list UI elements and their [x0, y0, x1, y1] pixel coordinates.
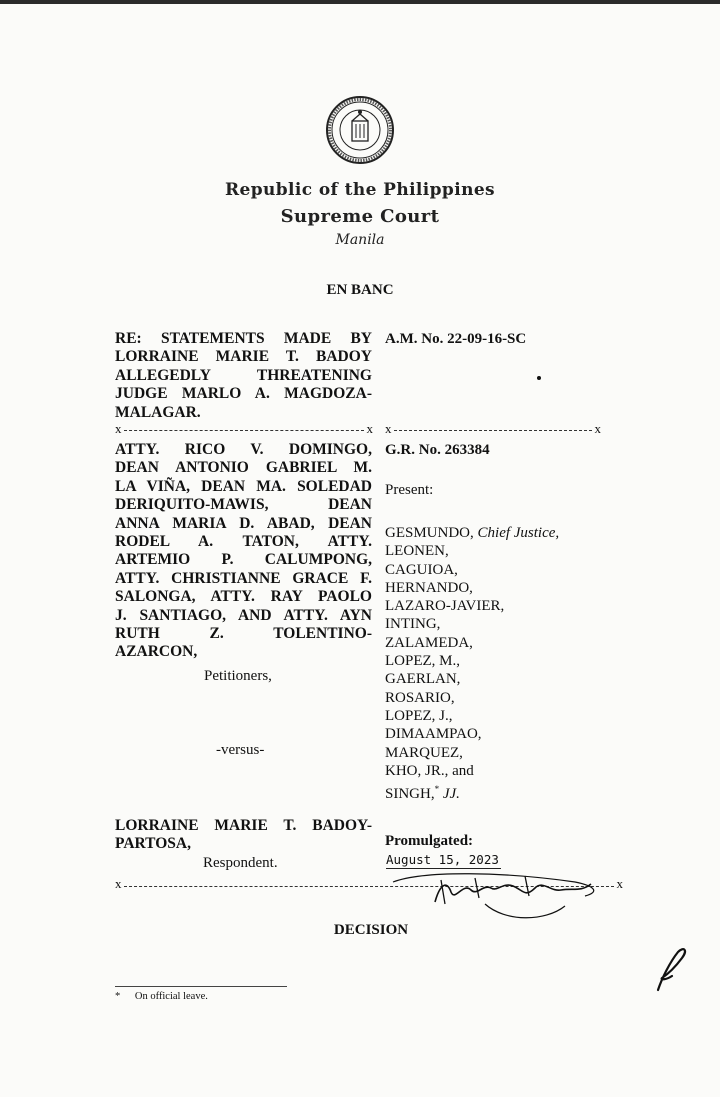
justice-item: [385, 725, 559, 743]
promulgated-label: Promulgated:: [385, 833, 474, 849]
justice-item: [385, 744, 559, 762]
petitioner-line: RUTH Z. TOLENTINO-: [115, 625, 372, 643]
separator-x: x: [385, 421, 392, 436]
petitioner-line: AZARCON,: [115, 643, 198, 661]
justice-name: GAERLAN,: [385, 671, 461, 688]
case2-respondent: [115, 817, 372, 854]
header-manila: Manila: [335, 232, 385, 248]
case1-number: A.M. No. 22-09-16-SC: [385, 331, 527, 347]
petitioner-line: ATTY. RICO V. DOMINGO,: [115, 441, 372, 458]
footnote-divider: [115, 986, 287, 987]
justice-name: CAGUIOA,: [385, 561, 458, 578]
petitioner-line: ANNA MARIA D. ABAD, DEAN: [115, 514, 372, 532]
justice-name: INTING,: [385, 616, 441, 633]
handwritten-initial: [652, 944, 692, 994]
justice-item: [385, 561, 559, 579]
respondent-line: LORRAINE MARIE T. BADOY-: [115, 817, 372, 834]
case2-petitioners: [115, 441, 372, 662]
respondent-line: PARTOSA,: [115, 835, 191, 853]
justice-item: [385, 634, 559, 652]
supreme-court-seal: [325, 95, 395, 165]
case1-line: ALLEGEDLY THREATENING: [115, 366, 372, 384]
justice-name: LAZARO-JAVIER,: [385, 598, 505, 615]
versus-label: -versus-: [216, 742, 265, 758]
present-label: Present:: [385, 482, 434, 498]
petitioner-line: ARTEMIO P. CALUMPONG,: [115, 551, 372, 569]
justice-name: DIMAAMPAO,: [385, 726, 482, 743]
justice-name: LOPEZ, J.,: [385, 707, 453, 724]
petitioner-line: LA VIÑA, DEAN MA. SOLEDAD: [115, 477, 372, 495]
petitioner-line: DERIQUITO-MAWIS, DEAN: [115, 496, 372, 514]
justice-item: [385, 670, 559, 688]
footnote-text: On official leave.: [134, 991, 208, 1002]
justice-name: ROSARIO,: [385, 689, 455, 706]
separator-x: x: [594, 421, 601, 436]
justice-item: [385, 652, 559, 670]
petitioner-line: RODEL A. TATON, ATTY.: [115, 533, 372, 551]
justice-name: HERNANDO,: [385, 579, 473, 596]
justice-name: GESMUNDO,: [385, 525, 474, 541]
separator-x: x: [115, 876, 122, 891]
clerk-signature: [385, 862, 610, 924]
footnote-mark: *: [434, 784, 440, 795]
case2-number: G.R. No. 263384: [385, 442, 490, 458]
justice-name: KHO, JR., and: [385, 762, 474, 779]
stray-dot: [537, 376, 541, 380]
separator-dash: [394, 430, 592, 431]
separator-x: x: [115, 421, 122, 436]
scan-top-border: [0, 0, 720, 4]
justice-name: ZALAMEDA,: [385, 634, 473, 651]
justice-item: [385, 689, 559, 707]
case1-line: RE: STATEMENTS MADE BY: [115, 330, 372, 347]
separator-dash: [124, 430, 364, 431]
respondent-label: Respondent.: [203, 855, 278, 871]
petitioner-line: J. SANTIAGO, AND ATTY. AYN: [115, 606, 372, 624]
justice-title: Chief Justice,: [477, 525, 560, 541]
justice-item: [385, 597, 559, 615]
case1-title: [115, 330, 372, 422]
case1-line: JUDGE MARLO A. MAGDOZA-: [115, 385, 372, 403]
petitioners-label: Petitioners,: [204, 668, 272, 684]
separator-x: x: [366, 421, 373, 436]
justice-item: [385, 579, 559, 597]
petitioner-line: DEAN ANTONIO GABRIEL M.: [115, 459, 372, 477]
header-republic: Republic of the Philippines: [224, 180, 496, 200]
footnote: [115, 991, 208, 1002]
justices-list: [385, 524, 559, 803]
justice-title: JJ.: [442, 786, 460, 803]
footnote-mark: *: [115, 991, 121, 1002]
promulgation-date: August 15, 2023: [386, 852, 499, 867]
justice-item: [385, 762, 559, 780]
separator-x: x: [616, 876, 623, 891]
petitioner-line: ATTY. CHRISTIANNE GRACE F.: [115, 569, 372, 587]
justice-name: LEONEN,: [385, 543, 449, 560]
case1-line: MALAGAR.: [115, 403, 201, 421]
separator-left: [115, 423, 373, 439]
header-supreme-court: Supreme Court: [280, 206, 440, 227]
justice-name: MARQUEZ,: [385, 744, 463, 761]
justice-name: SINGH,: [385, 786, 435, 803]
petitioner-line: SALONGA, ATTY. RAY PAOLO: [115, 588, 372, 606]
justice-item: [385, 542, 559, 560]
decision-heading: DECISION: [333, 922, 409, 938]
en-banc-heading: EN BANC: [326, 282, 394, 298]
justice-item: [385, 615, 559, 633]
justice-name: LOPEZ, M.,: [385, 653, 460, 670]
justice-item: [385, 780, 559, 803]
justice-item: [385, 707, 559, 725]
case1-line: LORRAINE MARIE T. BADOY: [115, 348, 372, 366]
justice-item: [385, 524, 559, 542]
separator-right: [385, 423, 601, 439]
